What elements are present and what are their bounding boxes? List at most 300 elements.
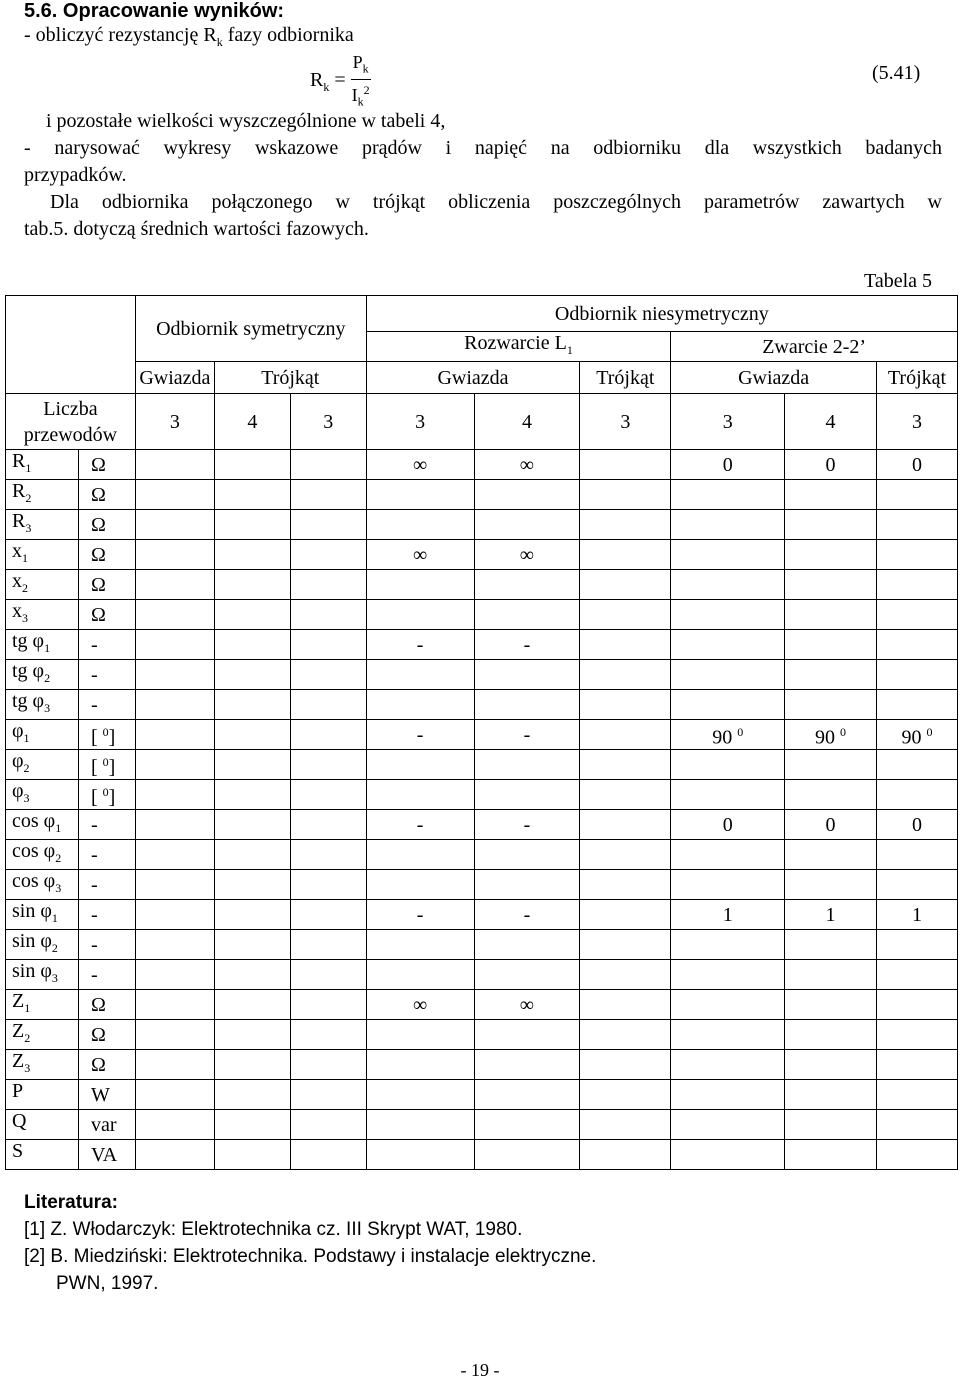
cell-value: [671, 570, 785, 600]
cell-value: [785, 1110, 877, 1140]
cell-value: [135, 630, 214, 660]
cell-value: [785, 750, 877, 780]
cell-value: 0: [671, 450, 785, 480]
cell-value: 0: [785, 810, 877, 840]
cell-value: [785, 840, 877, 870]
cell-value: [135, 570, 214, 600]
cell-value: [135, 1140, 214, 1170]
cell-value: [366, 1140, 474, 1170]
cell-value: [580, 690, 671, 720]
table-caption: Tabela 5: [864, 270, 933, 292]
row-symbol-text: tg φ: [12, 630, 45, 652]
wires-value: 3: [290, 394, 366, 450]
cell-value: [580, 450, 671, 480]
row-symbol-sub: 1: [23, 731, 30, 745]
cell-value: [785, 1080, 877, 1110]
row-symbol-text: x: [12, 540, 22, 562]
cell-value: [785, 1140, 877, 1170]
wires-label-2: przewodów: [23, 423, 118, 446]
cell-value: [580, 540, 671, 570]
cell-value: [214, 720, 290, 750]
row-symbol: [6, 1140, 79, 1170]
table-row: [6, 570, 958, 600]
text-line-4: Dla odbiornika połączonego w trójkąt obliczenia poszczególnych parametrów zawartych w: [50, 191, 942, 213]
cell-value: [214, 660, 290, 690]
cell-value: 90 $^0$: [876, 720, 957, 750]
cell-value: [135, 840, 214, 870]
literature-item-2-cont: PWN, 1997.: [56, 1273, 159, 1294]
cell-value: -: [366, 900, 474, 930]
cell-value: [135, 540, 214, 570]
cell-value: [366, 1080, 474, 1110]
formula-rk: [310, 52, 371, 111]
row-symbol: [6, 600, 79, 630]
cell-value: 0: [785, 450, 877, 480]
cell-value: [785, 870, 877, 900]
cell-value: [580, 990, 671, 1020]
row-symbol: [6, 960, 79, 990]
cell-value: [474, 1140, 580, 1170]
cell-value: [474, 480, 580, 510]
row-unit: [ $^0$]: [78, 750, 135, 780]
header-corner: [6, 296, 136, 394]
cell-value: [366, 1110, 474, 1140]
row-symbol-sub: 3: [22, 611, 28, 625]
row-symbol-sub: 2: [51, 941, 58, 955]
cell-value: [580, 600, 671, 630]
row-symbol-sub: 1: [25, 461, 32, 475]
row-symbol-text: S: [12, 1140, 24, 1162]
table-row: [6, 630, 958, 660]
table-row: [6, 1080, 958, 1110]
cell-value: 1: [671, 900, 785, 930]
cell-value: [290, 600, 366, 630]
wires-value: 4: [474, 394, 580, 450]
row-unit: -: [78, 900, 135, 930]
row-symbol-text: φ: [12, 750, 24, 772]
cell-value: [580, 780, 671, 810]
row-unit: -: [78, 840, 135, 870]
cell-value: [366, 480, 474, 510]
wires-value: 3: [671, 394, 785, 450]
table-row: [6, 990, 958, 1020]
cell-value: [366, 1050, 474, 1080]
header-asymmetric: Odbiornik niesymetryczny: [366, 296, 957, 332]
formula-eq: =: [329, 69, 351, 92]
header-open-sub: 1: [566, 343, 573, 357]
cell-value: [876, 630, 957, 660]
row-unit: [ $^0$]: [78, 720, 135, 750]
cell-value: [580, 1080, 671, 1110]
table-row: [6, 930, 958, 960]
table-row: [6, 690, 958, 720]
table-row: [6, 660, 958, 690]
row-symbol: [6, 1050, 79, 1080]
cell-value: [135, 750, 214, 780]
formula-lhs-sub: k: [323, 80, 330, 95]
cell-value: [580, 960, 671, 990]
formula-num-sub: k: [362, 61, 369, 76]
cell-value: [474, 780, 580, 810]
cell-value: [474, 870, 580, 900]
cell-value: [290, 1080, 366, 1110]
wires-label-1: Liczba: [43, 397, 98, 420]
cell-value: [580, 930, 671, 960]
cell-value: [785, 510, 877, 540]
formula-denominator: [351, 80, 371, 112]
row-symbol: [6, 990, 79, 1020]
cell-value: [290, 450, 366, 480]
row-symbol-text: R: [12, 450, 26, 472]
row-symbol-text: φ: [12, 780, 24, 802]
cell-value: [290, 960, 366, 990]
cell-value: [876, 510, 957, 540]
cell-value: [671, 1050, 785, 1080]
cell-value: [671, 780, 785, 810]
cell-value: -: [474, 900, 580, 930]
cell-value: [785, 960, 877, 990]
cell-value: [290, 810, 366, 840]
table-row: [6, 750, 958, 780]
cell-value: [785, 990, 877, 1020]
cell-value: [290, 840, 366, 870]
row-symbol: [6, 1110, 79, 1140]
cell-value: [671, 690, 785, 720]
cell-value: [290, 570, 366, 600]
cell-value: [580, 870, 671, 900]
row-symbol-sub: 2: [25, 491, 32, 505]
cell-value: [290, 660, 366, 690]
row-symbol: [6, 480, 79, 510]
row-symbol: [6, 720, 79, 750]
cell-value: -: [474, 720, 580, 750]
cell-value: [290, 990, 366, 1020]
row-unit: -: [78, 870, 135, 900]
cell-value: [214, 690, 290, 720]
cell-value: 90 $^0$: [785, 720, 877, 750]
table-row: [6, 1110, 958, 1140]
row-symbol-text: tg φ: [12, 690, 45, 712]
cell-value: [876, 1020, 957, 1050]
row-unit: Ω: [78, 540, 135, 570]
cell-value: [876, 750, 957, 780]
row-symbol-sub: 2: [22, 581, 28, 595]
cell-value: [785, 780, 877, 810]
cell-value: -: [474, 630, 580, 660]
cell-value: [671, 1140, 785, 1170]
table-row: [6, 600, 958, 630]
row-symbol-text: sin φ: [12, 960, 52, 982]
cell-value: [135, 690, 214, 720]
cell-value: [671, 840, 785, 870]
cell-value: -: [366, 810, 474, 840]
row-unit: [ $^0$]: [78, 780, 135, 810]
wires-value: 3: [366, 394, 474, 450]
row-symbol: [6, 510, 79, 540]
cell-value: [474, 690, 580, 720]
row-unit: W: [78, 1080, 135, 1110]
formula-den-text: I: [351, 84, 358, 105]
cell-value: [474, 960, 580, 990]
wires-label: [6, 394, 136, 450]
formula-fraction: [351, 52, 371, 111]
cell-value: [580, 810, 671, 840]
cell-value: [474, 840, 580, 870]
formula-den-sub: k: [357, 94, 364, 109]
row-symbol: [6, 1020, 79, 1050]
row-symbol: [6, 540, 79, 570]
cell-value: 90 $^0$: [671, 720, 785, 750]
row-symbol: [6, 840, 79, 870]
table-row: [6, 810, 958, 840]
row-symbol: [6, 780, 79, 810]
cell-value: [580, 840, 671, 870]
cell-value: [290, 780, 366, 810]
row-symbol: [6, 660, 79, 690]
cell-value: [876, 540, 957, 570]
cell-value: ∞: [366, 990, 474, 1020]
cell-value: [290, 510, 366, 540]
cell-value: [671, 510, 785, 540]
row-symbol: [6, 450, 79, 480]
cell-value: [214, 1140, 290, 1170]
cell-value: [580, 900, 671, 930]
row-symbol-sub: 3: [23, 791, 30, 805]
row-unit: Ω: [78, 480, 135, 510]
cell-value: [474, 750, 580, 780]
cell-value: [290, 1110, 366, 1140]
row-symbol-text: Q: [12, 1110, 27, 1132]
row-symbol-text: x: [12, 570, 22, 592]
cell-value: [366, 570, 474, 600]
row-symbol-sub: 3: [25, 521, 32, 535]
cell-value: [580, 660, 671, 690]
cell-value: [290, 1020, 366, 1050]
cell-value: [366, 930, 474, 960]
wires-value: 3: [135, 394, 214, 450]
cell-value: [366, 600, 474, 630]
cell-value: [366, 960, 474, 990]
cell-value: [785, 690, 877, 720]
header-symmetric: Odbiornik symetryczny: [135, 296, 366, 362]
row-symbol-sub: 1: [22, 551, 28, 565]
cell-value: [876, 660, 957, 690]
task-text: - obliczyć rezystancję R: [24, 24, 217, 46]
conn-sym-delta: Trójkąt: [214, 362, 366, 394]
cell-value: [290, 630, 366, 660]
table-row: [6, 870, 958, 900]
header-row-3: [6, 362, 958, 394]
row-unit: -: [78, 630, 135, 660]
cell-value: [876, 690, 957, 720]
text-line-1: i pozostałe wielkości wyszczególnione w tabeli 4,: [46, 110, 446, 132]
cell-value: 0: [876, 810, 957, 840]
row-unit: Ω: [78, 1050, 135, 1080]
cell-value: [876, 1080, 957, 1110]
cell-value: [785, 1020, 877, 1050]
wires-value: 4: [214, 394, 290, 450]
cell-value: [366, 840, 474, 870]
row-unit: -: [78, 690, 135, 720]
row-symbol-sub: 2: [23, 761, 30, 775]
wires-value: 3: [580, 394, 671, 450]
wires-value: 4: [785, 394, 877, 450]
cell-value: [135, 1110, 214, 1140]
cell-value: [135, 1050, 214, 1080]
cell-value: [214, 870, 290, 900]
cell-value: [290, 750, 366, 780]
row-symbol-text: cos φ: [12, 810, 56, 832]
row-symbol: [6, 900, 79, 930]
header-open-text: Rozwarcie L: [464, 332, 567, 354]
cell-value: [474, 930, 580, 960]
row-symbol-sub: 3: [51, 971, 58, 985]
cell-value: [580, 1110, 671, 1140]
row-symbol: [6, 930, 79, 960]
table-row: [6, 840, 958, 870]
row-symbol-text: x: [12, 600, 22, 622]
cell-value: [366, 510, 474, 540]
row-unit: Ω: [78, 510, 135, 540]
row-symbol-text: Z: [12, 1050, 25, 1072]
row-symbol-text: P: [12, 1080, 24, 1102]
wires-value: 3: [876, 394, 957, 450]
cell-value: [214, 600, 290, 630]
cell-value: ∞: [366, 540, 474, 570]
cell-value: [671, 630, 785, 660]
cell-value: [785, 540, 877, 570]
cell-value: [214, 1080, 290, 1110]
formula-den-sup: 2: [363, 82, 370, 97]
cell-value: [135, 1020, 214, 1050]
cell-value: 1: [785, 900, 877, 930]
cell-value: [785, 630, 877, 660]
cell-value: [671, 660, 785, 690]
cell-value: [474, 1080, 580, 1110]
row-symbol-sub: 3: [44, 701, 51, 715]
cell-value: [671, 990, 785, 1020]
cell-value: [135, 480, 214, 510]
cell-value: [214, 570, 290, 600]
wires-row: [6, 394, 958, 450]
cell-value: -: [366, 630, 474, 660]
conn-open-delta: Trójkąt: [580, 362, 671, 394]
row-unit: -: [78, 930, 135, 960]
row-symbol-sub: 1: [55, 821, 62, 835]
cell-value: [214, 510, 290, 540]
cell-value: [474, 1110, 580, 1140]
text-line-2: - narysować wykresy wskazowe prądów i napięć na odbiorniku dla wszystkich badanych: [24, 137, 942, 159]
cell-value: [290, 900, 366, 930]
cell-value: [214, 990, 290, 1020]
row-unit: -: [78, 810, 135, 840]
section-heading: 5.6. Opracowanie wyników:: [24, 0, 285, 22]
conn-short-star: Gwiazda: [671, 362, 877, 394]
cell-value: [290, 1050, 366, 1080]
cell-value: [671, 1020, 785, 1050]
row-symbol-sub: 1: [51, 911, 58, 925]
cell-value: [671, 870, 785, 900]
row-symbol: [6, 570, 79, 600]
cell-value: [214, 540, 290, 570]
cell-value: [876, 600, 957, 630]
text-line-5: tab.5. dotyczą średnich wartości fazowych.: [24, 218, 369, 240]
results-table: [5, 295, 958, 1170]
cell-value: 1: [876, 900, 957, 930]
cell-value: [580, 570, 671, 600]
cell-value: [580, 630, 671, 660]
cell-value: [785, 480, 877, 510]
row-symbol-text: sin φ: [12, 930, 52, 952]
cell-value: ∞: [474, 990, 580, 1020]
row-symbol-text: Z: [12, 1020, 25, 1042]
cell-value: [135, 810, 214, 840]
cell-value: [214, 960, 290, 990]
literature-item-1: [1] Z. Włodarczyk: Elektrotechnika cz. III Skrypt WAT, 1980.: [24, 1219, 523, 1240]
cell-value: [580, 1140, 671, 1170]
row-symbol: [6, 630, 79, 660]
cell-value: [290, 690, 366, 720]
cell-value: [290, 1140, 366, 1170]
cell-value: [366, 690, 474, 720]
literature-item-2: [2] B. Miedziński: Elektrotechnika. Podstawy i instalacje elektryczne.: [24, 1246, 597, 1267]
cell-value: [580, 480, 671, 510]
cell-value: [474, 600, 580, 630]
table-row: [6, 510, 958, 540]
row-symbol: [6, 750, 79, 780]
cell-value: [876, 990, 957, 1020]
row-symbol: [6, 690, 79, 720]
row-symbol: [6, 870, 79, 900]
cell-value: -: [366, 720, 474, 750]
cell-value: [876, 930, 957, 960]
cell-value: [290, 540, 366, 570]
task-line-1: [24, 24, 354, 50]
row-symbol-text: cos φ: [12, 840, 56, 862]
cell-value: ∞: [474, 540, 580, 570]
cell-value: 0: [876, 450, 957, 480]
cell-value: [135, 990, 214, 1020]
cell-value: -: [474, 810, 580, 840]
cell-value: [214, 780, 290, 810]
cell-value: [785, 1050, 877, 1080]
cell-value: [876, 960, 957, 990]
results-table-body: [6, 296, 958, 1170]
cell-value: [671, 1080, 785, 1110]
table-row: [6, 480, 958, 510]
cell-value: [214, 930, 290, 960]
cell-value: [290, 480, 366, 510]
conn-short-delta: Trójkąt: [876, 362, 957, 394]
cell-value: [214, 750, 290, 780]
formula-lhs: R: [310, 69, 324, 92]
cell-value: [671, 480, 785, 510]
table-row: [6, 960, 958, 990]
cell-value: [876, 840, 957, 870]
row-unit: Ω: [78, 1020, 135, 1050]
row-symbol-sub: 3: [24, 1061, 31, 1075]
cell-value: [290, 930, 366, 960]
cell-value: [474, 570, 580, 600]
cell-value: [474, 660, 580, 690]
cell-value: [876, 870, 957, 900]
table-row: [6, 900, 958, 930]
task-text-tail: fazy odbiornika: [222, 24, 354, 46]
cell-value: [671, 750, 785, 780]
cell-value: [366, 660, 474, 690]
row-symbol-sub: 2: [24, 1031, 31, 1045]
table-row: [6, 1140, 958, 1170]
